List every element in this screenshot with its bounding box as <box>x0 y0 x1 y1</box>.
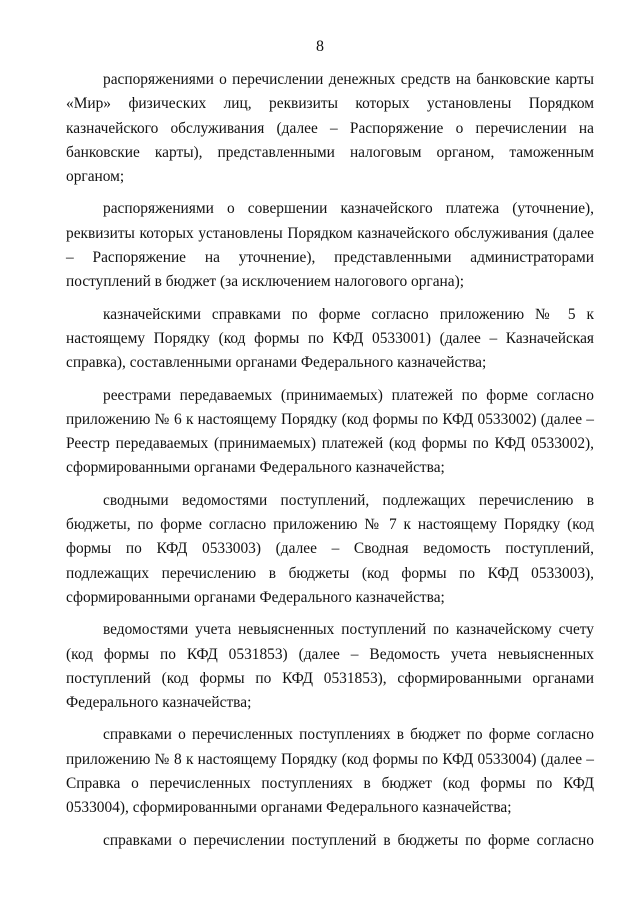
paragraph-unclarified-receipts: ведомостями учета невыясненных поступлений по казначейскому счету (код формы по КФД 0531853) (далее – Ведомость учета невыясненных поступлений (код формы по КФД 0531853), сформированными органами Федерального казначейства; <box>66 621 594 712</box>
paragraph-payment-registers: реестрами передаваемых (принимаемых) платежей по форме согласно приложению № 6 к настоящему Порядку (код формы по КФД 0533002) (далее – Реестр передаваемых (принимаемых) платежей (код формы по КФД 0533002), сформированными органами Федерального казначейства; <box>66 386 594 477</box>
paragraph-treasury-certificates: казначейскими справками по форме согласно приложению № 5 к настоящему Порядку (код формы по КФД 0533001) (далее – Казначейская справка), составленными органами Федерального казначейства; <box>66 305 594 372</box>
document-body <box>66 68 594 853</box>
paragraph-summary-statements: сводными ведомостями поступлений, подлежащих перечислению в бюджеты, по форме согласно приложению № 7 к настоящему Порядку (код формы по КФД 0533003) (далее – Сводная ведомость поступлений, подлежащих перечислению в бюджеты (код формы по КФД 0533003), сформированными органами Федерального казначейства; <box>66 491 594 606</box>
paragraph-payment-orders-bank-cards: распоряжениями о перечислении денежных средств на банковские карты «Мир» физических лиц, реквизиты которых установлены Порядком казначейского обслуживания (далее – Распоряжение о перечислении на банковские карты), представленными налоговым органом, таможенным органом; <box>66 71 594 186</box>
paragraph-transfer-certificates-continued: справками о перечислении поступлений в бюджеты по форме согласно <box>103 831 594 849</box>
page-number: 8 <box>316 38 324 55</box>
paragraph-clarification-orders: распоряжениями о совершении казначейского платежа (уточнение), реквизиты которых установлены Порядком казначейского обслуживания (далее – Распоряжение на уточнение), представленными администраторами поступлений в бюджет (за исключением налогового органа); <box>66 200 594 291</box>
paragraph-transferred-receipts-certificates: справками о перечисленных поступлениях в бюджет по форме согласно приложению № 8 к настоящему Порядку (код формы по КФД 0533004) (далее – Справка о перечисленных поступлениях в бюджет (код формы по КФД 0533004), сформированными органами Федерального казначейства; <box>66 726 594 817</box>
